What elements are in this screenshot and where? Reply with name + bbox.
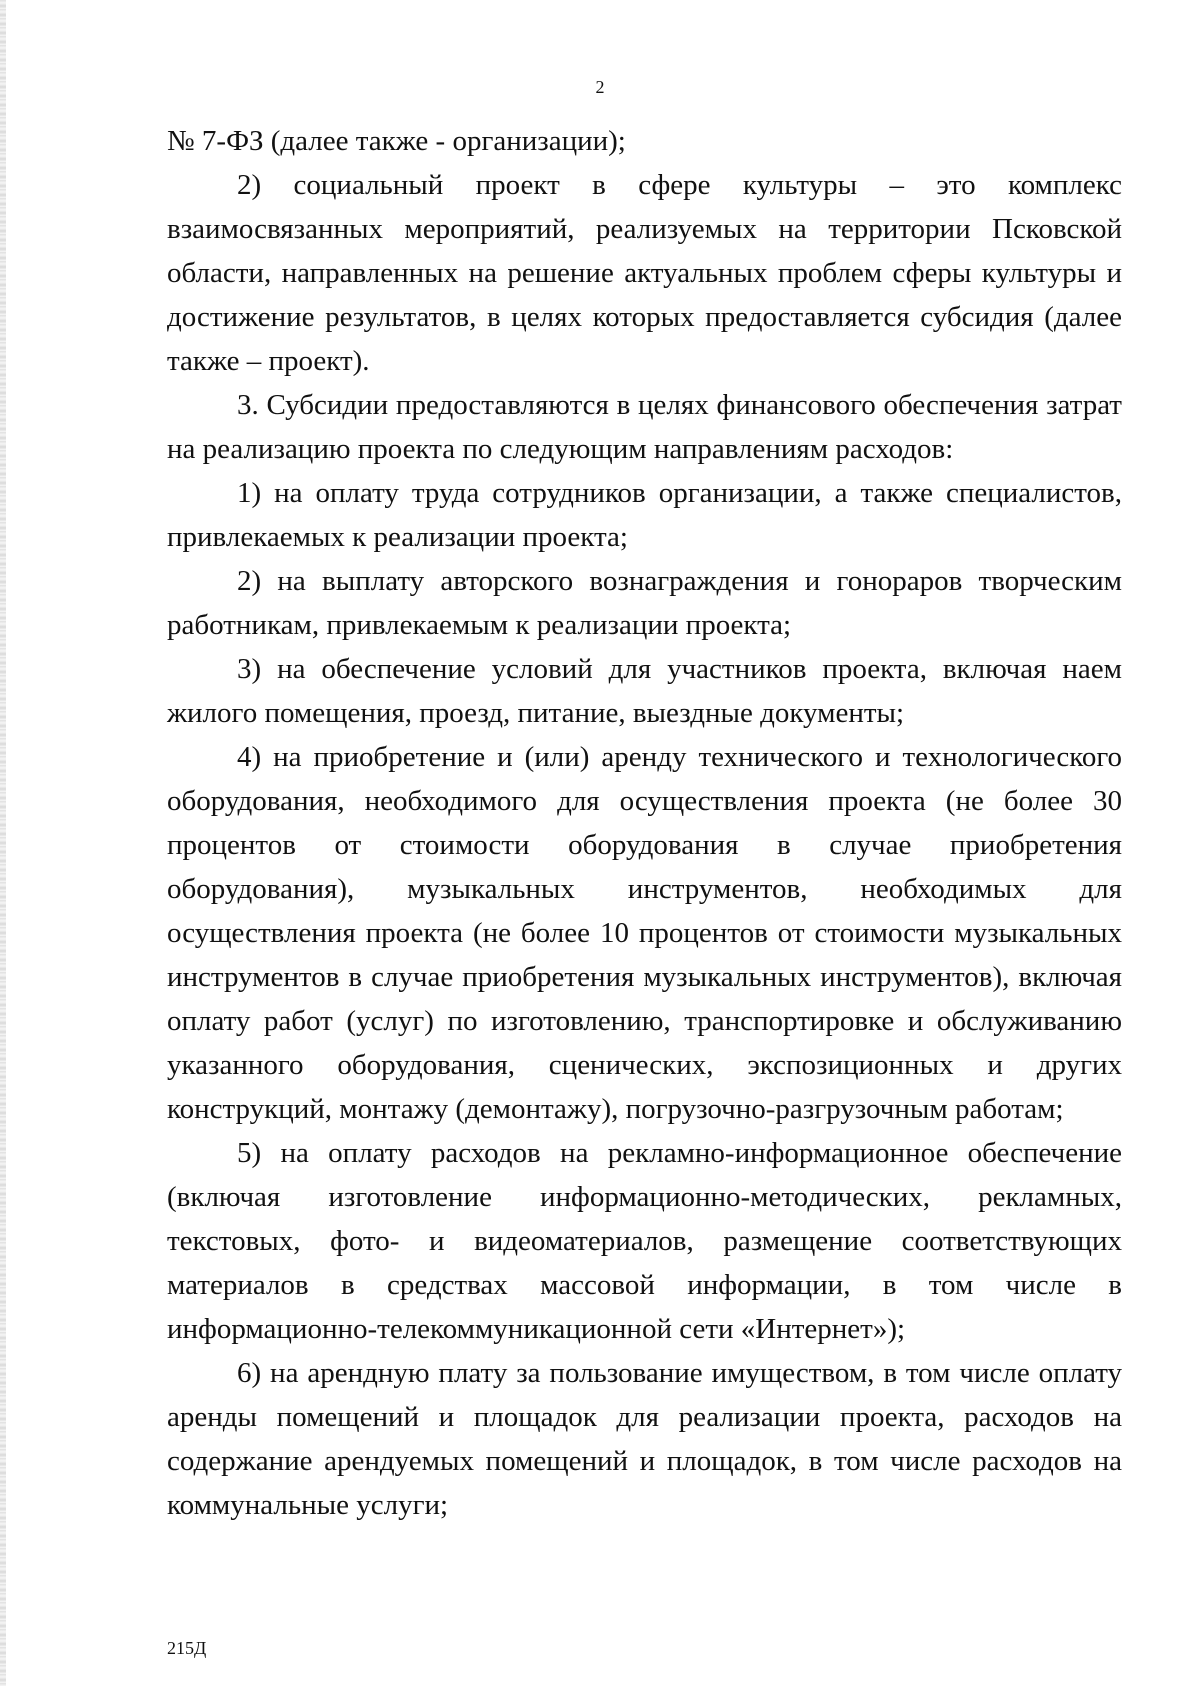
- page-number: 2: [595, 77, 605, 97]
- paragraph-item-5: 5) на оплату расходов на рекламно-информационное обеспечение (включая изготовление информационно-методических, рекламных, текстовых, фото- и видеоматериалов, размещение соответствующих материалов в средствах массовой информации, в том числе в информационно-телекоммуникационной сети «Интернет»);: [167, 1137, 1122, 1345]
- paragraph-item-1: 1) на оплату труда сотрудников организации, а также специалистов, привлекаемых к реализации проекта;: [167, 477, 1122, 553]
- paragraph-subsidy-purpose: 3. Субсидии предоставляются в целях финансового обеспечения затрат на реализацию проекта по следующим направлениям расходов:: [167, 389, 1122, 465]
- footer-code: 215Д: [167, 1638, 207, 1658]
- paragraph-item-3: 3) на обеспечение условий для участников проекта, включая наем жилого помещения, проезд, питание, выездные документы;: [167, 653, 1122, 729]
- document-body: [167, 119, 1122, 1527]
- paragraph-continuation: № 7-ФЗ (далее также - организации);: [167, 125, 626, 157]
- paragraph-item-2: 2) на выплату авторского вознаграждения и гонораров творческим работникам, привлекаемым к реализации проекта;: [167, 565, 1122, 641]
- paragraph-item-4: 4) на приобретение и (или) аренду технического и технологического оборудования, необходимого для осуществления проекта (не более 30 процентов от стоимости оборудования в случае приобретения оборудования), музыкальных инструментов, необходимых для осуществления проекта (не более 10 процентов от стоимости музыкальных инструментов в случае приобретения музыкальных инструментов), включая оплату работ (услуг) по изготовлению, транспортировке и обслуживанию указанного оборудования, сценических, экспозиционных и других конструкций, монтажу (демонтажу), погрузочно-разгрузочным работам;: [167, 741, 1122, 1125]
- paragraph-item-6: 6) на арендную плату за пользование имуществом, в том числе оплату аренды помещений и площадок для реализации проекта, расходов на содержание арендуемых помещений и площадок, в том числе расходов на коммунальные услуги;: [167, 1357, 1122, 1521]
- paragraph-social-project: 2) социальный проект в сфере культуры – это комплекс взаимосвязанных мероприятий, реализуемых на территории Псковской области, направленных на решение актуальных проблем сферы культуры и достижение результатов, в целях которых предоставляется субсидия (далее также – проект).: [167, 169, 1122, 377]
- scan-edge: [0, 0, 6, 1686]
